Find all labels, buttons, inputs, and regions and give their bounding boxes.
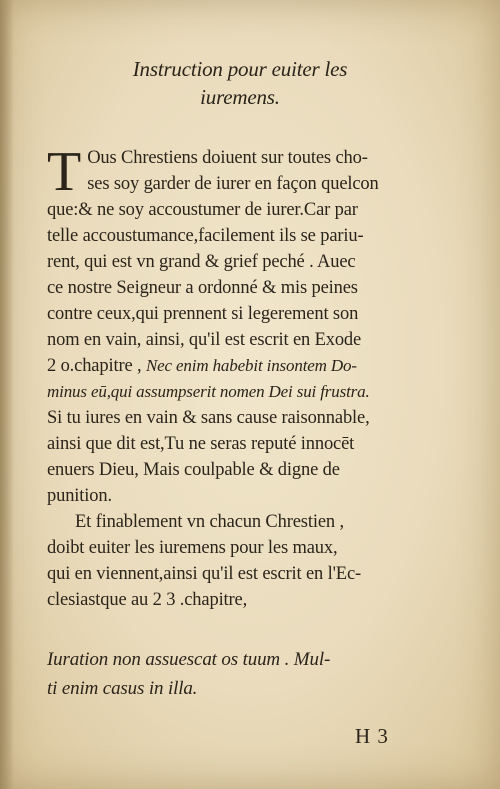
paragraph-2-line: doibt euiter les iuremens pour les maux,: [47, 538, 338, 558]
chapter-reference: 2 o.chapitre ,: [47, 356, 146, 376]
latin-quotation-continued: minus eū,qui assumpserit nomen Dei sui frustra.: [47, 382, 370, 401]
text-line: ses soy garder de iurer en façon quelcon: [87, 174, 379, 194]
text-line: telle accoustumance,facilement ils se pariu-: [47, 226, 364, 246]
text-line: nom en vain, ainsi, qu'il est escrit en Exode: [47, 330, 362, 350]
text-line: enuers Dieu, Mais coulpable & digne de: [47, 460, 340, 480]
paragraph-2-line: qui en viennent,ainsi qu'il est escrit en l'Ec-: [47, 564, 362, 584]
text-line: Si tu iures en vain & sans cause raisonnable,: [47, 408, 370, 428]
main-text: [47, 141, 457, 613]
page-title-line-2: iuremens.: [200, 85, 280, 109]
paragraph-2-line: clesiastque au 2 3 .chapitre,: [47, 590, 248, 610]
text-line: rent, qui est vn grand & grief peché . Auec: [47, 252, 356, 272]
text-line: contre ceux,qui prennent si legerement son: [47, 304, 359, 324]
text-line: ce nostre Seigneur a ordonné & mis peines: [47, 278, 358, 298]
closing-quotation: [47, 645, 467, 703]
page-title-line-1: Instruction pour euiter les: [132, 57, 348, 81]
binding-shadow: [0, 0, 14, 789]
paragraph-2-line: Et finablement vn chacun Chrestien ,: [75, 512, 344, 532]
quotation-line: ti enim casus in illa.: [47, 678, 198, 699]
text-line: que:& ne soy accoustumer de iurer.Car par: [47, 200, 358, 220]
signature-mark: H 3: [355, 724, 389, 748]
latin-quotation: Nec enim habebit insontem Do-: [145, 356, 357, 375]
text-line: ainsi que dit est,Tu ne seras reputé innocēt: [47, 434, 355, 454]
text-line: punition.: [47, 486, 112, 506]
drop-capital: T: [47, 141, 82, 203]
quotation-line: Iuration non assuescat os tuum . Mul-: [47, 649, 331, 670]
text-line-mixed: [47, 353, 457, 379]
text-line: Ous Chrestiens doiuent sur toutes cho-: [87, 148, 368, 168]
